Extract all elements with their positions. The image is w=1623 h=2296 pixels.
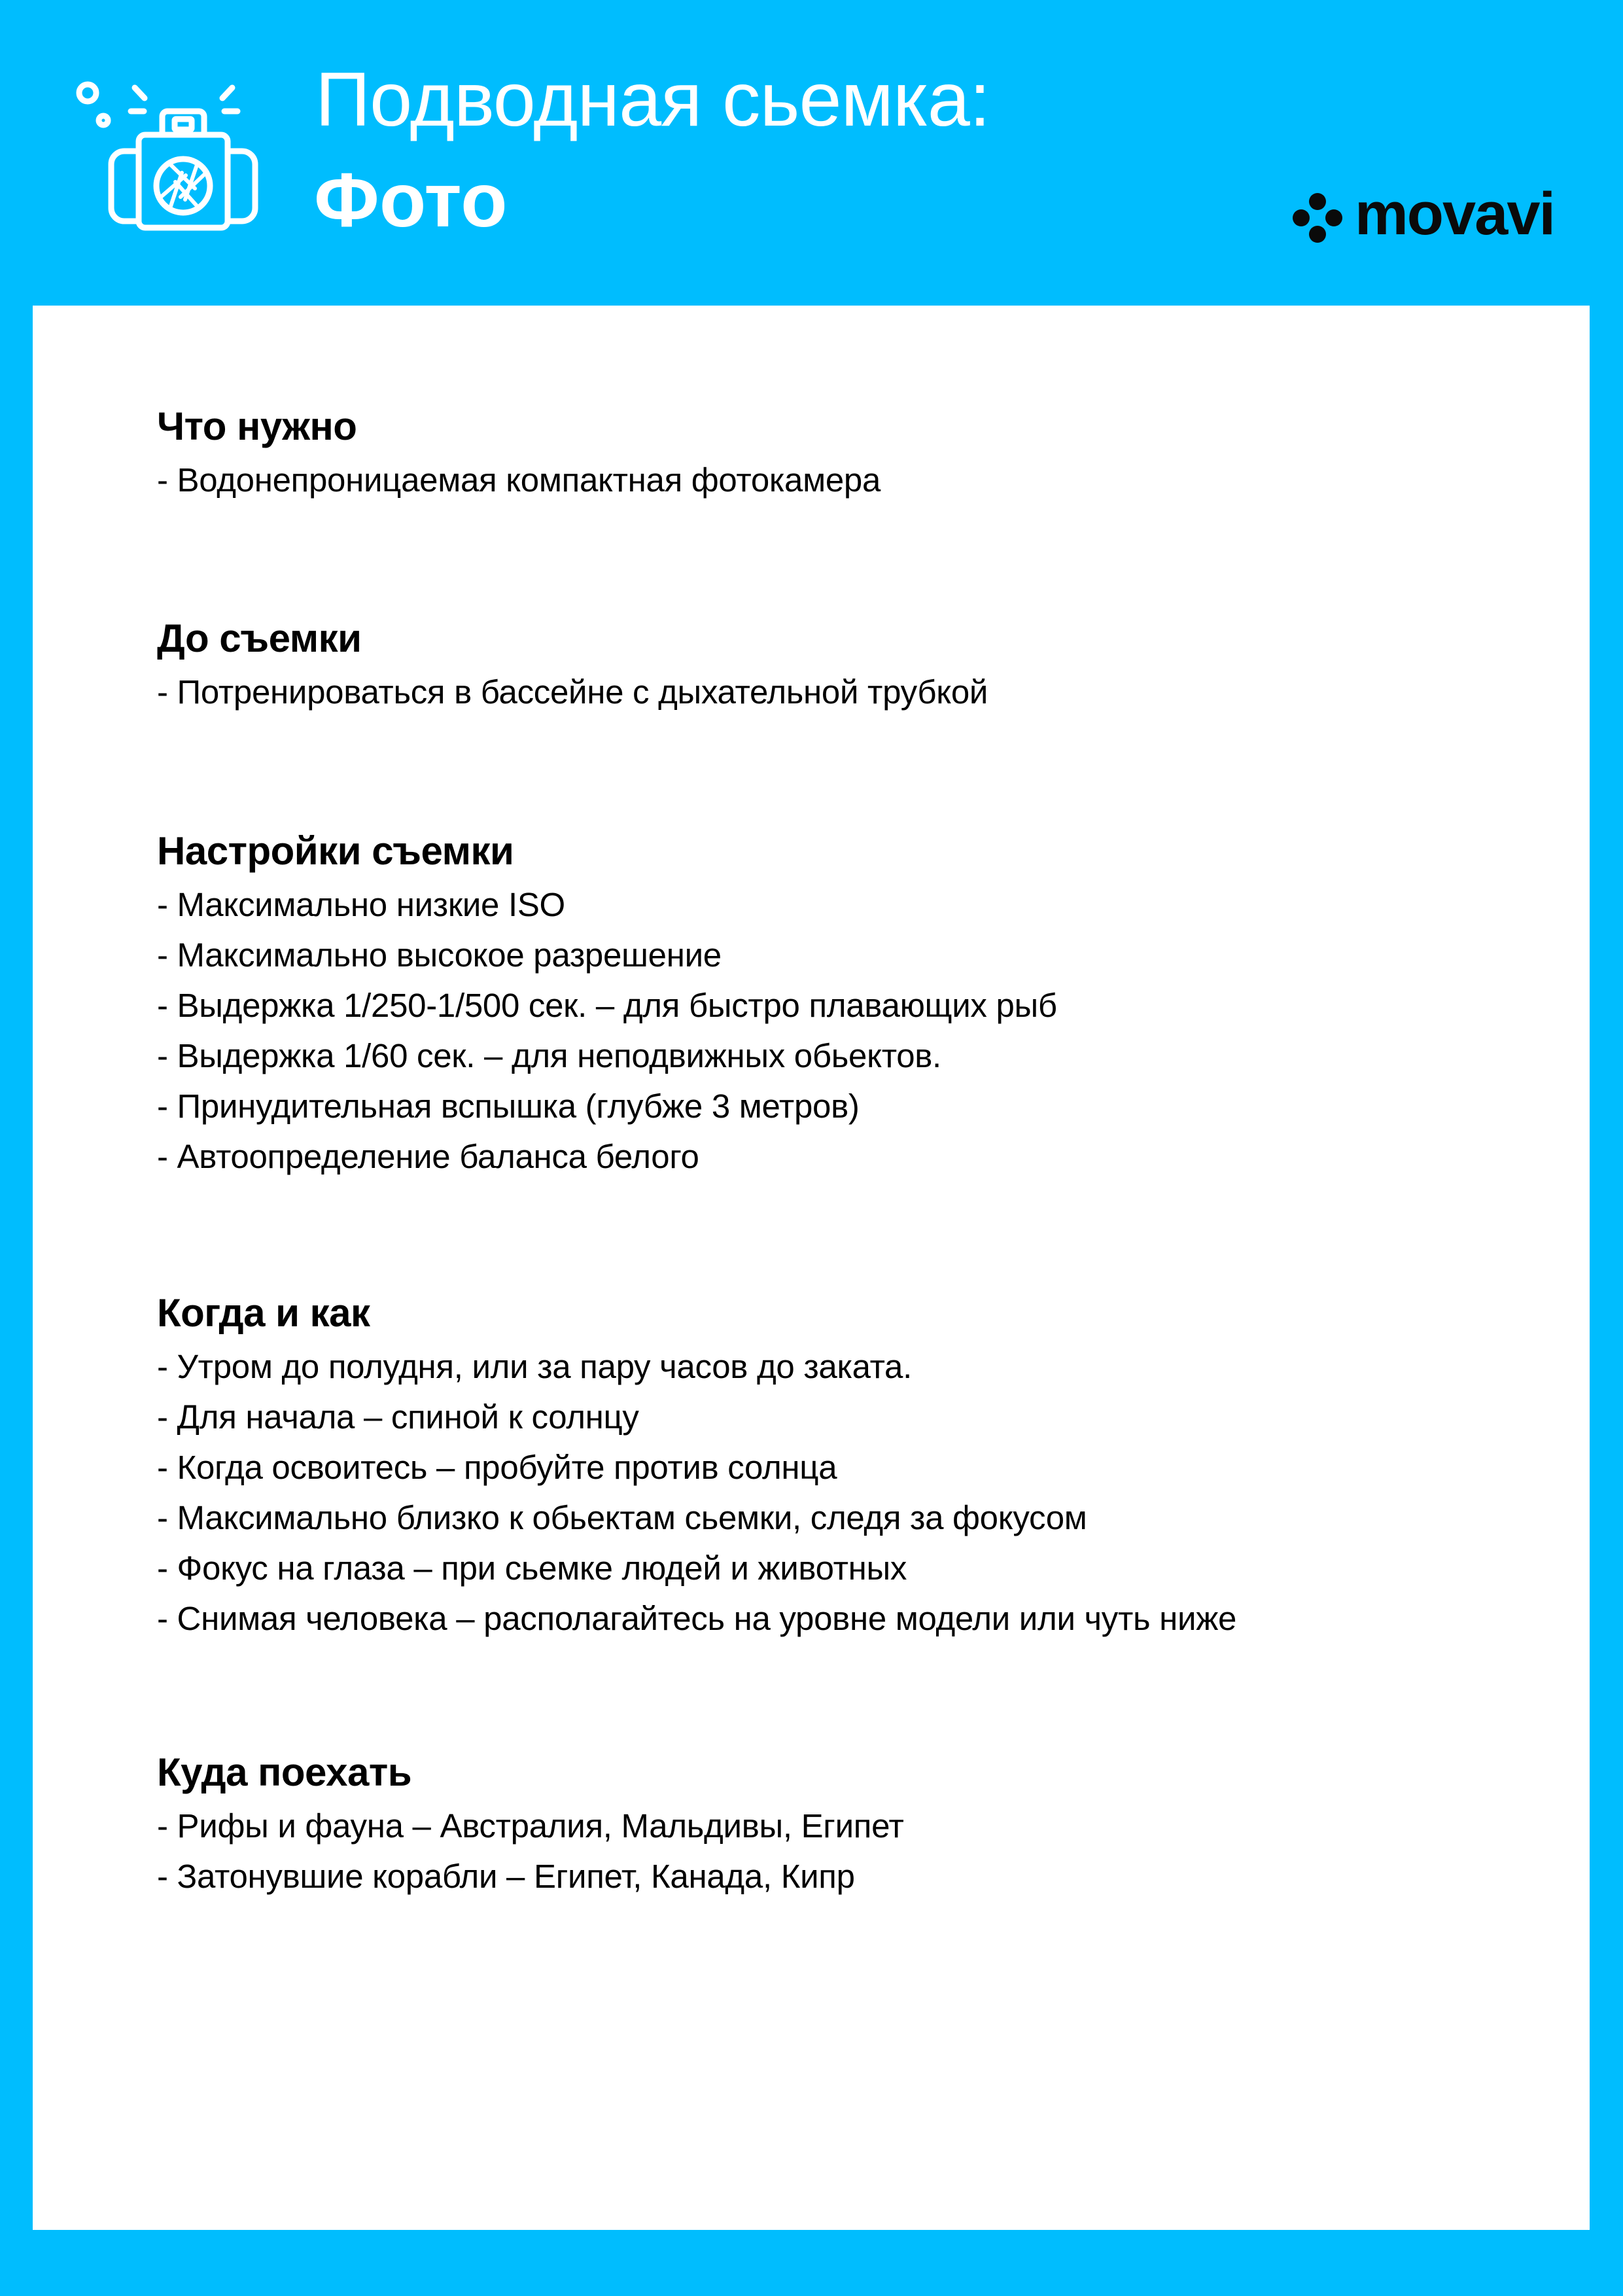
page-subtitle: Фото bbox=[314, 157, 508, 243]
section-what-needed bbox=[157, 402, 881, 505]
section-shooting-settings bbox=[157, 827, 1057, 1182]
list-item: - Максимально близко к обьектам сьемки, следя за фокусом bbox=[157, 1499, 1087, 1536]
list-item: - Выдержка 1/250-1/500 сек. – для быстро плавающих рыб bbox=[157, 987, 1057, 1024]
section-list bbox=[157, 1341, 1236, 1644]
page-title: Подводная сьемка: bbox=[315, 56, 990, 142]
movavi-logo-dots-icon bbox=[1292, 192, 1343, 243]
list-item: - Автоопределение баланса белого bbox=[157, 1138, 699, 1175]
section-list bbox=[157, 879, 1057, 1182]
bubble-large-icon bbox=[79, 84, 96, 101]
bubble-small-icon bbox=[99, 116, 108, 125]
list-item: - Фокус на глаза – при сьемке людей и животных bbox=[157, 1549, 907, 1587]
list-item: - Максимально высокое разрешение bbox=[157, 936, 722, 974]
section-list bbox=[157, 455, 881, 505]
list-item: - Снимая человека – располагайтесь на уровне модели или чуть ниже bbox=[157, 1600, 1237, 1637]
camera-with-bubbles-icon bbox=[71, 77, 260, 234]
section-when-and-how bbox=[157, 1289, 1236, 1644]
section-before-shooting bbox=[157, 614, 988, 717]
section-heading: Настройки съемки bbox=[157, 829, 514, 873]
list-item: - Водонепроницаемая компактная фотокамера bbox=[157, 461, 881, 499]
section-list bbox=[157, 1801, 904, 1901]
list-item: - Рифы и фауна – Австралия, Мальдивы, Египет bbox=[157, 1807, 904, 1845]
list-item: - Максимально низкие ISO bbox=[157, 886, 565, 923]
section-heading: До съемки bbox=[157, 616, 362, 660]
section-heading: Что нужно bbox=[157, 404, 357, 448]
list-item: - Принудительная вспышка (глубже 3 метров) bbox=[157, 1087, 860, 1125]
list-item: - Для начала – спиной к солнцу bbox=[157, 1398, 639, 1436]
section-heading: Куда поехать bbox=[157, 1750, 412, 1794]
section-where-to-go bbox=[157, 1748, 904, 1901]
list-item: - Потренироваться в бассейне с дыхательной трубкой bbox=[157, 673, 988, 711]
movavi-logo-text: movavi bbox=[1355, 181, 1555, 247]
list-item: - Когда освоитесь – пробуйте против солнца bbox=[157, 1449, 837, 1486]
section-list bbox=[157, 667, 988, 717]
section-heading: Когда и как bbox=[157, 1291, 370, 1335]
list-item: - Выдержка 1/60 сек. – для неподвижных обьектов. bbox=[157, 1037, 941, 1074]
movavi-logo bbox=[1292, 181, 1555, 247]
list-item: - Утром до полудня, или за пару часов до заката. bbox=[157, 1348, 912, 1385]
content-panel bbox=[33, 306, 1590, 2230]
list-item: - Затонувшие корабли – Египет, Канада, Кипр bbox=[157, 1858, 855, 1895]
